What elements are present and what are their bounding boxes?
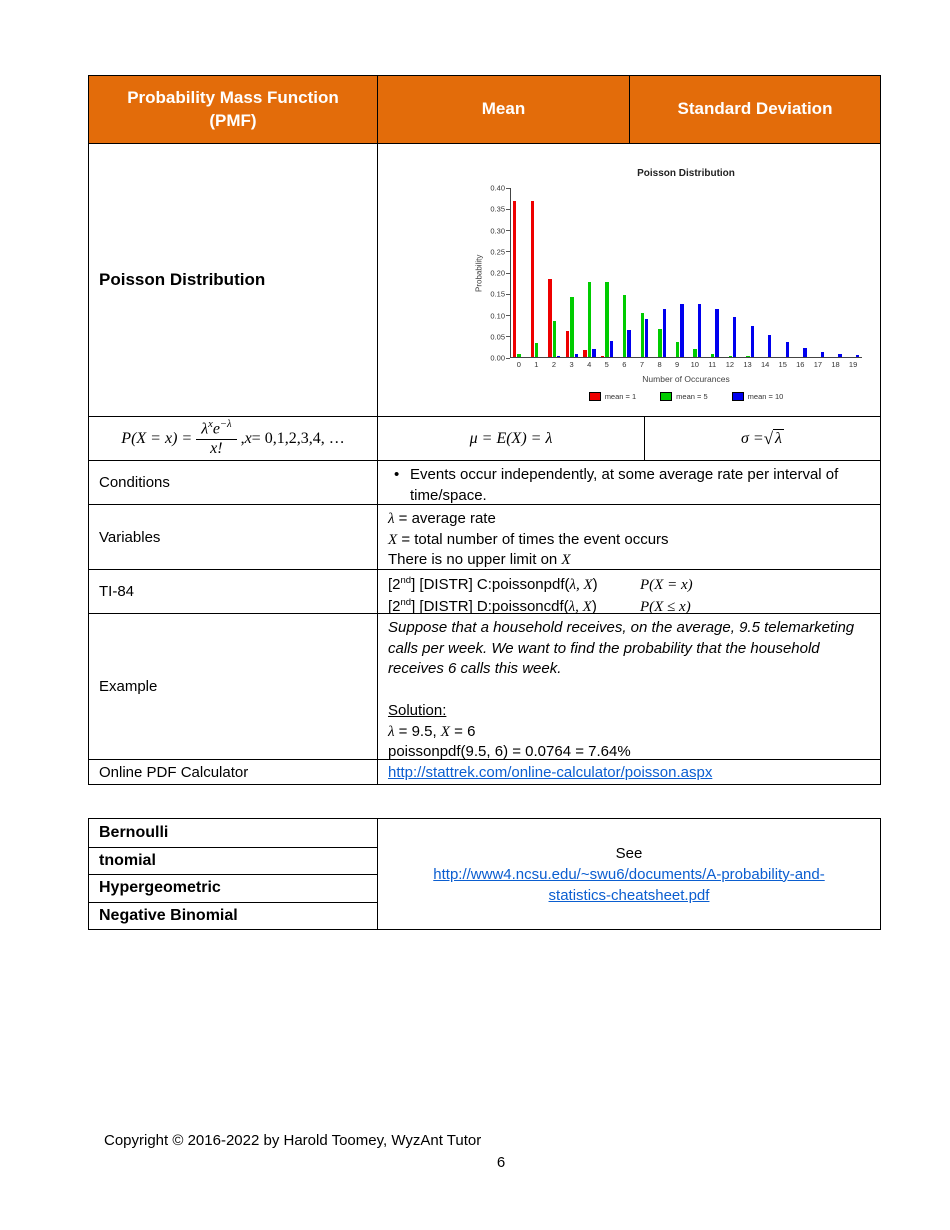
x-tick-label: 17: [813, 360, 823, 369]
denominator: x!: [210, 440, 223, 458]
chart-bar-group: [722, 188, 740, 357]
legend-swatch-icon: [589, 392, 601, 401]
x-tick-label: 13: [743, 360, 752, 369]
chart-bar: [698, 304, 701, 357]
example-problem-text: Suppose that a household receives, on the average, 9.5 telemarketing calls per week. We want to find the probability that the household receives 6 calls this week.: [388, 619, 855, 678]
chart-bar: [535, 343, 538, 357]
conditions-row: [89, 460, 880, 504]
chart-bar: [746, 356, 749, 357]
ti84-result: P(X = x): [640, 577, 693, 593]
blank-line: [388, 680, 870, 701]
chart-bar-group: [634, 188, 652, 357]
variables-line: λ = average rate: [388, 510, 496, 527]
x-tick-label: 14: [760, 360, 770, 369]
legend-item: [589, 392, 636, 401]
y-tick-label: 0.35: [490, 204, 505, 214]
other-distributions-table: [88, 818, 881, 930]
header-mean: Mean: [377, 76, 629, 143]
legend-label: mean = 10: [747, 392, 784, 401]
legend-label: mean = 1: [604, 392, 637, 401]
chart-bar: [733, 317, 736, 357]
example-content: [377, 614, 880, 759]
pmf-fraction: [196, 419, 236, 458]
conditions-text: Events occur independently, at some average rate per interval of time/space.: [410, 466, 839, 504]
chart-x-axis: [510, 358, 862, 369]
chart-bar-group: [669, 188, 687, 357]
x-tick-label: 5: [604, 360, 609, 369]
legend-item: [732, 392, 784, 401]
chart-bar-group: [740, 188, 758, 357]
chart-cell: [377, 144, 880, 416]
distribution-label-cell: [89, 144, 377, 416]
y-tick-label: 0.25: [490, 247, 505, 257]
header-pmf: Probability Mass Function (PMF): [89, 76, 377, 143]
chart-bar: [729, 356, 732, 357]
x-tick-label: 3: [569, 360, 574, 369]
chart-bar-group: [546, 188, 564, 357]
chart-bar: [566, 331, 569, 357]
y-tick-label: 0.05: [490, 332, 505, 342]
chart-bar: [711, 354, 714, 357]
solution-heading: Solution:: [388, 702, 447, 720]
x-tick-label: 10: [690, 360, 699, 369]
poisson-chart: [474, 168, 866, 401]
chart-bar: [627, 330, 630, 357]
chart-y-axis: [484, 183, 510, 363]
chart-bar: [623, 295, 626, 357]
pmf-tail-comma: ,: [240, 429, 245, 447]
chart-plot-area: [510, 188, 862, 358]
numerator-exp2: −λ: [219, 419, 232, 431]
x-tick-label: 0: [516, 360, 521, 369]
chart-bar: [751, 326, 754, 357]
chart-bar: [715, 309, 718, 357]
pmf-tail-values: = 0,1,2,3,4, …: [251, 429, 345, 447]
chart-bar-group: [652, 188, 670, 357]
chart-bar-group: [845, 188, 863, 357]
ti84-line: [2nd] [DISTR] C:poissonpdf(λ, X) P(X = x): [388, 575, 693, 593]
pmf-lead: P(X = x) =: [121, 429, 193, 447]
x-tick-label: 9: [675, 360, 680, 369]
chart-bar: [693, 349, 696, 357]
chart-y-axis-label: Probability: [474, 254, 484, 292]
chart-bar: [786, 342, 789, 357]
legend-item: [660, 392, 707, 401]
list-item-negative-binomial: Negative Binomial: [89, 902, 377, 930]
chart-bar: [838, 354, 841, 357]
variables-content: [377, 505, 880, 569]
chart-bar: [768, 335, 771, 357]
online-calculator-link-cell: [377, 760, 880, 784]
chart-bar-group: [581, 188, 599, 357]
chart-bar: [531, 201, 534, 357]
other-distributions-list: [89, 819, 377, 929]
see-reference-cell: [377, 819, 880, 929]
ti84-result: P(X ≤ x): [640, 598, 691, 615]
x-tick-label: 19: [848, 360, 858, 369]
poisson-table: [88, 75, 881, 785]
y-tick-label: 0.10: [490, 311, 505, 320]
x-tick-label: 18: [831, 360, 840, 369]
chart-bar: [517, 354, 520, 357]
x-tick-label: 7: [639, 360, 645, 369]
sqrt-symbol: √: [763, 428, 774, 448]
chart-bar-group: [564, 188, 582, 357]
y-tick-label: 0.40: [490, 183, 505, 193]
chart-bar-group: [757, 188, 775, 357]
legend-swatch-icon: [660, 392, 672, 401]
x-tick-label: 4: [587, 360, 592, 369]
see-text: See: [615, 844, 643, 862]
pmf-formula: [89, 417, 377, 460]
x-tick-label: 1: [534, 360, 539, 369]
bullet-icon: •: [394, 466, 400, 483]
chart-bar: [803, 348, 806, 357]
list-item-bernoulli: Bernoulli: [99, 823, 169, 841]
chart-bar: [588, 282, 591, 357]
page-number: 6: [496, 1154, 506, 1171]
online-calculator-row: [89, 759, 880, 784]
example-label: Example: [99, 678, 158, 695]
x-tick-label: 2: [551, 360, 557, 369]
ti84-row: [89, 569, 880, 613]
sd-lead: σ =: [741, 429, 764, 447]
chart-bar-group: [793, 188, 811, 357]
y-tick-label: 0.30: [490, 226, 505, 235]
solution-calculation: poissonpdf(9.5, 6) = 0.0764 = 7.64%: [388, 743, 631, 761]
chart-bar: [592, 349, 595, 357]
solution-values: λ = 9.5, X = 6: [388, 722, 476, 740]
chart-bar-group: [617, 188, 635, 357]
conditions-label: Conditions: [99, 474, 170, 491]
numerator-exp1: x: [208, 419, 213, 431]
chart-bar: [856, 355, 859, 357]
copyright-text: Copyright © 2016-2022 by Harold Toomey, WyzAnt Tutor: [104, 1132, 482, 1149]
y-tick-label: 0.20: [490, 268, 505, 278]
chart-bar: [553, 321, 556, 357]
pmf-tail-var: x: [244, 429, 252, 447]
chart-bar: [658, 329, 661, 357]
x-tick-label: 11: [708, 360, 717, 369]
chart-bar-group: [529, 188, 547, 357]
chart-bar: [548, 279, 551, 357]
chart-bar: [663, 309, 666, 357]
legend-label: mean = 5: [676, 392, 708, 401]
formula-row: [89, 416, 880, 460]
variables-line: There is no upper limit on X: [388, 551, 571, 569]
x-tick-label: 15: [778, 360, 787, 369]
list-item-hypergeometric: Hypergeometric: [89, 874, 377, 902]
sd-radicand: λ: [775, 430, 782, 447]
stattrek-link[interactable]: http://stattrek.com/online-calculator/poisson.aspx: [388, 763, 713, 781]
chart-x-axis-label: Number of Occurances: [642, 374, 730, 384]
chart-title: Poisson Distribution: [637, 168, 735, 179]
chart-bar: [601, 356, 604, 357]
chart-bar-group: [828, 188, 846, 357]
distribution-name: Poisson Distribution: [99, 270, 266, 289]
x-tick-label: 12: [725, 360, 735, 369]
list-item-tnomial: tnomial: [89, 847, 377, 875]
mean-formula: [377, 417, 644, 460]
ti84-line: [2nd] [DISTR] D:poissoncdf(λ, X) P(X ≤ x): [388, 596, 691, 615]
x-tick-label: 6: [622, 360, 627, 369]
chart-bar: [641, 313, 644, 357]
variables-row: [89, 504, 880, 569]
chart-bar: [570, 297, 573, 357]
legend-swatch-icon: [732, 392, 744, 401]
mean-expression: μ = E(X) = λ: [469, 429, 553, 447]
chart-bar: [583, 350, 586, 357]
ncsu-cheatsheet-link[interactable]: http://www4.ncsu.edu/~swu6/documents/A-probability-and-statistics-cheatsheet.pdf: [433, 865, 825, 904]
chart-bar: [575, 354, 578, 357]
chart-bar: [645, 319, 648, 357]
y-tick-label: 0.15: [490, 289, 505, 299]
chart-bar: [605, 282, 608, 357]
chart-bar: [680, 304, 683, 357]
numerator-base1: λ: [201, 420, 209, 438]
chart-bar: [821, 352, 824, 357]
ti84-label: TI-84: [99, 583, 135, 600]
chart-bar-group: [705, 188, 723, 357]
numerator-base2: e: [212, 420, 220, 438]
header-standard-deviation: Standard Deviation: [629, 76, 880, 143]
x-tick-label: 16: [796, 360, 805, 369]
x-tick-label: 8: [657, 360, 662, 369]
chart-bar-group: [599, 188, 617, 357]
variables-label: Variables: [99, 528, 161, 546]
sd-formula: [644, 417, 880, 460]
distribution-row: [89, 143, 880, 416]
variables-line: X = total number of times the event occurs: [388, 530, 669, 548]
example-row: [89, 613, 880, 759]
chart-bar: [557, 356, 560, 357]
online-calculator-label: Online PDF Calculator: [99, 763, 249, 781]
ti84-content: [377, 570, 880, 613]
y-tick-label: 0.00: [490, 353, 505, 363]
chart-bar-group: [810, 188, 828, 357]
chart-bar-group: [511, 188, 529, 357]
chart-bar-group: [687, 188, 705, 357]
chart-bar: [513, 201, 516, 357]
chart-legend: [510, 392, 862, 401]
table-header-row: [89, 76, 880, 143]
chart-bar-group: [775, 188, 793, 357]
conditions-content: [377, 461, 880, 504]
chart-bar: [610, 341, 613, 357]
chart-bar: [676, 342, 679, 357]
